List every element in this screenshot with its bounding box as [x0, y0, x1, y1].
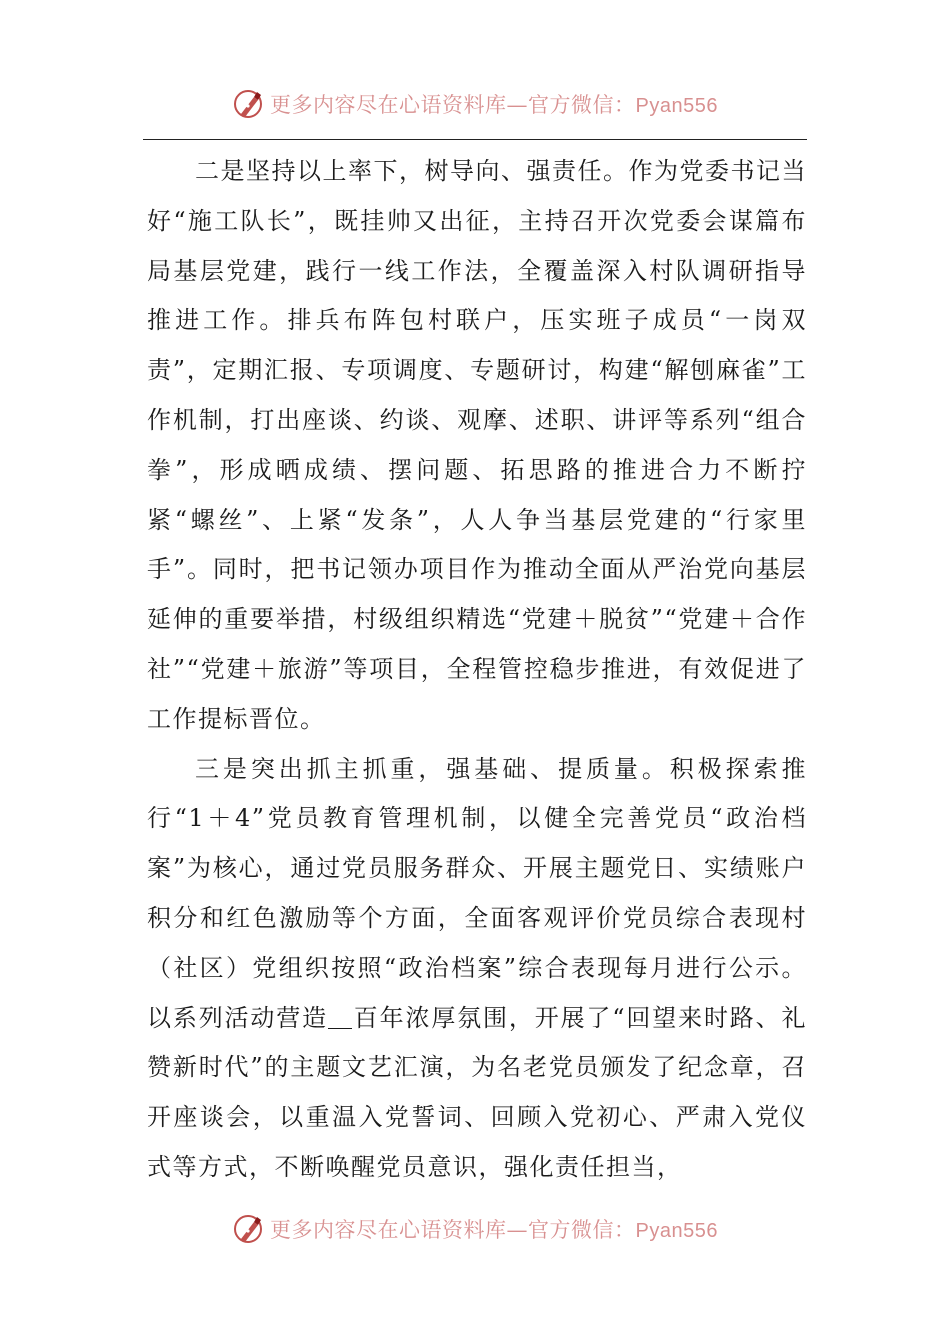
watermark-wechat-id: Pyan556 — [635, 1220, 718, 1242]
watermark-text — [270, 89, 718, 119]
watermark-brand: 更多内容尽在心语资料库 — [270, 1218, 507, 1242]
watermark-footer — [0, 1209, 950, 1249]
watermark-separator: — — [506, 1218, 529, 1242]
header-rule — [143, 139, 807, 140]
pen-nib-seal-icon — [232, 1212, 266, 1246]
paragraph-2: 二是坚持以上率下，树导向、强责任。作为党委书记当好“施工队长”，既挂帅又出征，主持召开次党委会谋篇布局基层党建，践行一线工作法，全覆盖深入村队调研指导推进工作。排兵布阵包村联户，压实班子成员“一岗双责”，定期汇报、专项调度、专题研讨，构建“解刨麻雀”工作机制，打出座谈、约谈、观摩、述职、讲评等系列“组合拳”，形成晒成绩、摆问题、拓思路的推进合力不断拧紧“螺丝”、上紧“发条”，人人争当基层党建的“行家里手”。同时，把书记领办项目作为推动全面从严治党向基层延伸的重要举措，村级组织精选“党建＋脱贫”“党建＋合作社”“党建＋旅游”等项目，全程管控稳步推进，有效促进了工作提标晋位。 — [147, 157, 807, 733]
watermark-official: 官方微信： — [528, 93, 636, 117]
watermark-brand: 更多内容尽在心语资料库 — [270, 93, 507, 117]
watermark-header — [0, 84, 950, 124]
watermark-official: 官方微信： — [528, 1218, 636, 1242]
document-body — [147, 147, 807, 1193]
watermark-wechat-id: Pyan556 — [635, 95, 718, 117]
pen-nib-seal-icon — [232, 87, 266, 121]
paragraph-3: 三是突出抓主抓重，强基础、提质量。积极探索推行“1＋4”党员教育管理机制，以健全完善党员“政治档案”为核心，通过党员服务群众、开展主题党日、实绩账户积分和红色激励等个方面，全面客观评价党员综合表现村（社区）党组织按照“政治档案”综合表现每月进行公示。以系列活动营造＿百年浓厚氛围，开展了“回望来时路、礼赞新时代”的主题文艺汇演，为名老党员颁发了纪念章，召开座谈会，以重温入党誓词、回顾入党初心、严肃入党仪式等方式，不断唤醒党员意识，强化责任担当， — [147, 754, 807, 1181]
watermark-separator: — — [506, 93, 529, 117]
watermark-text — [270, 1214, 718, 1244]
